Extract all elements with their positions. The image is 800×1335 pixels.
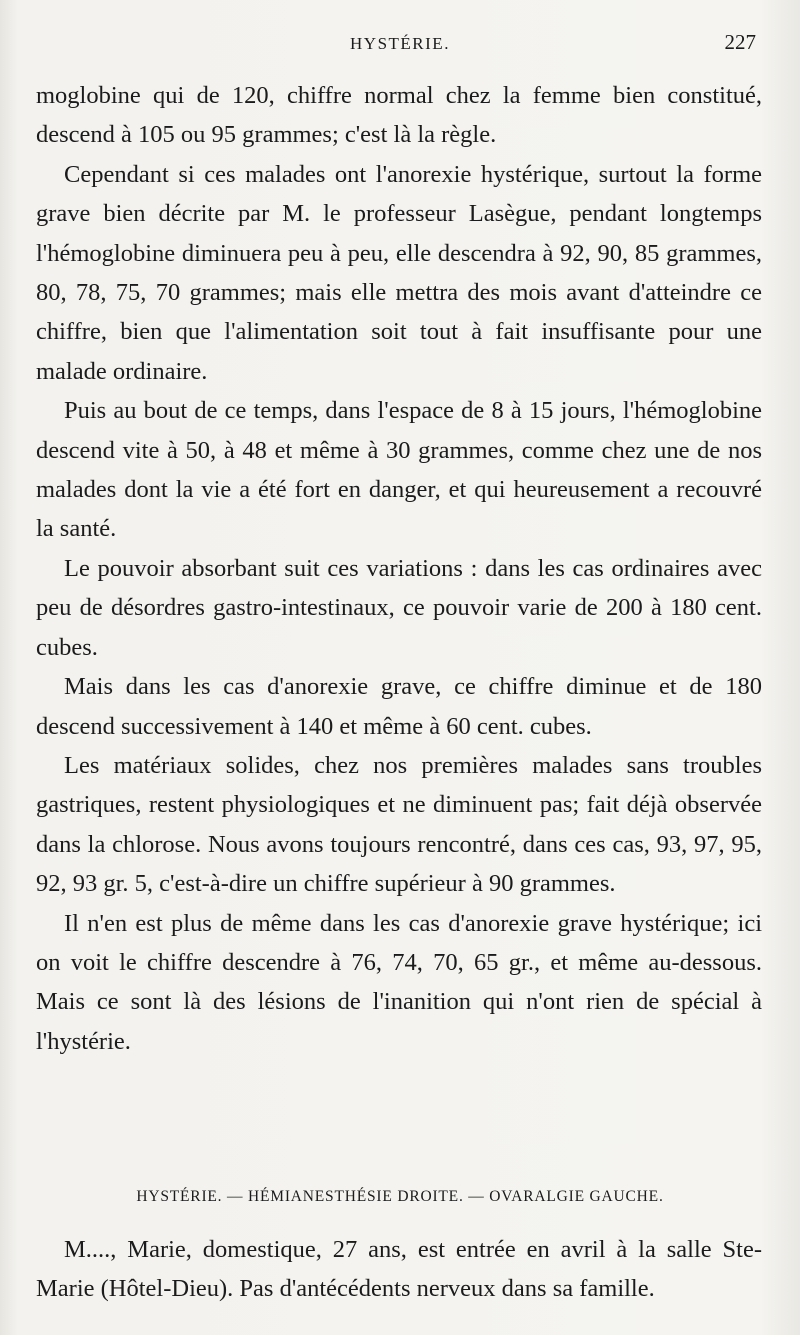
paragraph-inanition: Il n'en est plus de même dans les cas d'anorexie grave hystérique; ici on voit le chiffre descendre à 76, 74, 70, 65 gr., et même au-dessous. Mais ce sont là des lésions de l'inanition qui n'ont rien de spécial à l'hystérie. (36, 909, 762, 1055)
section-heading: HYSTÉRIE. — HÉMIANESTHÉSIE DROITE. — OVARALGIE GAUCHE. (136, 1188, 664, 1205)
paragraph-severe-anorexia: Mais dans les cas d'anorexie grave, ce chiffre diminue et de 180 descend successivement à 140 et même à 60 cent. cubes. (36, 673, 762, 740)
body-text (36, 76, 762, 1061)
case-text (36, 1230, 762, 1309)
paragraph-rapid-drop: Puis au bout de ce temps, dans l'espace de 8 à 15 jours, l'hémoglobine descend vite à 50, à 48 et même à 30 grammes, comme chez une de nos malades dont la vie a été fort en danger, et qui heureusement a recouvré la santé. (36, 397, 762, 543)
paragraph-case-intro: M...., Marie, domestique, 27 ans, est entrée en avril à la salle Ste-Marie (Hôtel-Dieu). Pas d'antécédents nerveux dans sa famille. (36, 1236, 762, 1303)
paragraph-hemoglobin-norm: moglobine qui de 120, chiffre normal chez la femme bien constitué, descend à 105 ou 95 grammes; c'est là la règle. (36, 82, 762, 149)
running-head (0, 30, 800, 60)
running-title: HYSTÉRIE. (350, 34, 450, 53)
paragraph-solid-materials: Les matériaux solides, chez nos premières malades sans troubles gastriques, restent physiologiques et ne diminuent pas; fait déjà observée dans la chlorose. Nous avons toujours rencontré, dans ces cas, 93, 97, 95, 92, 93 gr. 5, c'est-à-dire un chiffre supérieur à 90 grammes. (36, 751, 762, 898)
paragraph-anorexia-decline: Cependant si ces malades ont l'anorexie hystérique, surtout la forme grave bien décrite par M. le professeur Lasègue, pendant longtemps l'hémoglobine diminuera peu à peu, elle descendra à 92, 90, 85 grammes, 80, 78, 75, 70 grammes; mais elle mettra des mois avant d'atteindre ce chiffre, bien que l'alimentation soit tout à fait insuffisante pour une malade ordinaire. (36, 160, 762, 385)
paragraph-absorbing-power: Le pouvoir absorbant suit ces variations : dans les cas ordinaires avec peu de désordres gastro-intestinaux, ce pouvoir varie de 200 à 180 cent. cubes. (36, 554, 762, 661)
page-number: 227 (724, 30, 756, 54)
